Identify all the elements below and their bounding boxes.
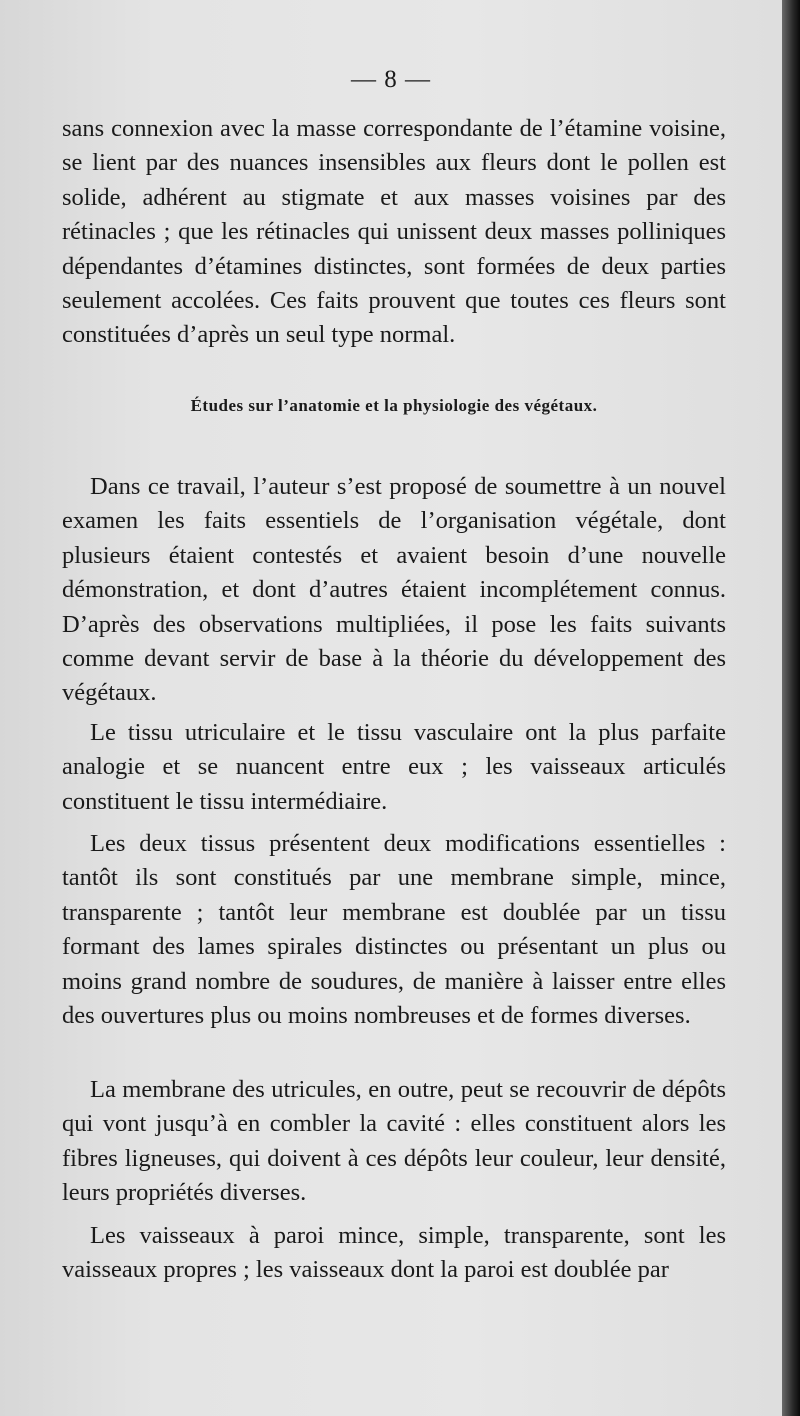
paragraph-tissue-analogy: Le tissu utriculaire et le tissu vasculaire ont la plus parfaite analogie et se nuancent entre eux ; les vaisseaux articulés constituent le tissu intermédiaire. bbox=[62, 719, 726, 815]
page-edge-shadow bbox=[782, 0, 800, 1416]
section-heading: Études sur l’anatomie et la physiologie des végétaux. bbox=[190, 396, 598, 415]
page-number: — 8 — bbox=[351, 66, 431, 93]
paragraph-intro: Dans ce travail, l’auteur s’est proposé de soumettre à un nouvel examen les faits essentiels de l’organisation végétale, dont plusieurs étaient contestés et avaient besoin d’une nouvelle démonstration, et dont d’autres étaient incomplétement connus. D’après des observations multipliées, il pose les faits suivants comme devant servir de base à la théorie du développement des végétaux. bbox=[62, 473, 726, 707]
paragraph-vessels: Les vaisseaux à paroi mince, simple, transparente, sont les vaisseaux propres ; les vaisseaux dont la paroi est doublée par bbox=[62, 1222, 726, 1284]
paragraph-utricle-membrane: La membrane des utricules, en outre, peut se recouvrir de dépôts qui vont jusqu’à en combler la cavité : elles constituent alors les fibres ligneuses, qui doivent à ces dépôts leur couleur, leur densité, leurs propriétés diverses. bbox=[62, 1076, 726, 1207]
paragraph-tissue-modifications: Les deux tissus présentent deux modifications essentielles : tantôt ils sont constitués par une membrane simple, mince, transparente ; tantôt leur membrane est doublée par un tissu formant des lames spirales distinctes ou présentant un plus ou moins grand nombre de soudures, de manière à laisser entre elles des ouvertures plus ou moins nombreuses et de formes diverses. bbox=[62, 830, 726, 1030]
paragraph-continuation: sans connexion avec la masse correspondante de l’étamine voisine, se lient par des nuances insensibles aux fleurs dont le pollen est solide, adhérent au stigmate et aux masses voisines par des rétinacles ; que les rétinacles qui unissent deux masses polliniques dépendantes d’étamines distinctes, sont formées de deux parties seulement accolées. Ces faits prouvent que toutes ces fleurs sont constituées d’après un seul type normal. bbox=[62, 115, 726, 349]
